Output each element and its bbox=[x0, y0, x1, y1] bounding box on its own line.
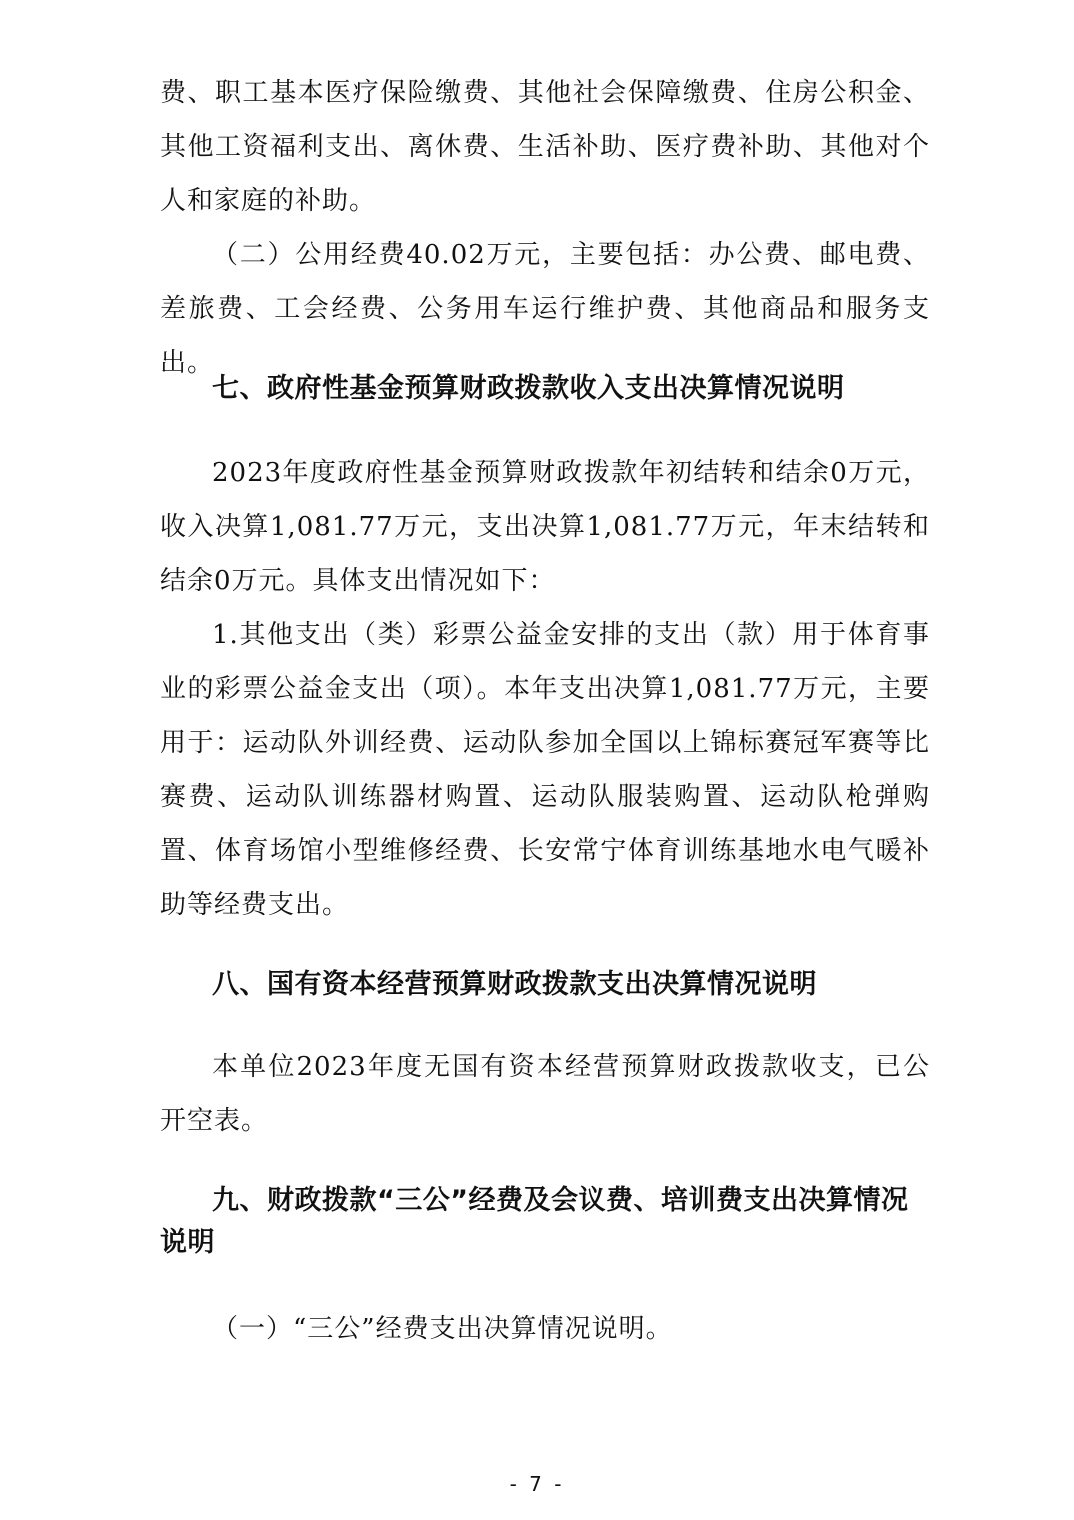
section-heading-8: 八、国有资本经营预算财政拨款支出决算情况说明 bbox=[212, 969, 817, 1000]
paragraph-public-expenses: （二）公用经费40.02万元，主要包括：办公费、邮电费、差旅费、工会经费、公务用车运行维护费、其他商品和服务支出。 bbox=[160, 240, 930, 378]
page-number: - 7 - bbox=[509, 1472, 565, 1496]
paragraph-government-fund-summary: 2023年度政府性基金预算财政拨款年初结转和结余0万元，收入决算1,081.77万元，支出决算1,081.77万元，年末结转和结余0万元。具体支出情况如下： bbox=[160, 458, 930, 596]
paragraph-personnel-expenses-continued: 费、职工基本医疗保险缴费、其他社会保障缴费、住房公积金、其他工资福利支出、离休费、生活补助、医疗费补助、其他对个人和家庭的补助。 bbox=[160, 78, 930, 216]
section-heading-9: 九、财政拨款“三公”经费及会议费、培训费支出决算情况说明 bbox=[160, 1185, 909, 1258]
paragraph-state-capital-budget: 本单位2023年度无国有资本经营预算财政拨款收支，已公开空表。 bbox=[160, 1052, 930, 1136]
paragraph-three-public-expenses-subheading: （一）“三公”经费支出决算情况说明。 bbox=[212, 1314, 673, 1344]
section-heading-7: 七、政府性基金预算财政拨款收入支出决算情况说明 bbox=[212, 373, 845, 404]
paragraph-lottery-fund-expenditure: 1.其他支出（类）彩票公益金安排的支出（款）用于体育事业的彩票公益金支出（项）。本年支出决算1,081.77万元，主要用于：运动队外训经费、运动队参加全国以上锦标赛冠军赛等比赛费、运动队训练器材购置、运动队服装购置、运动队枪弹购置、体育场馆小型维修经费、长安常宁体育训练基地水电气暖补助等经费支出。 bbox=[160, 620, 930, 920]
